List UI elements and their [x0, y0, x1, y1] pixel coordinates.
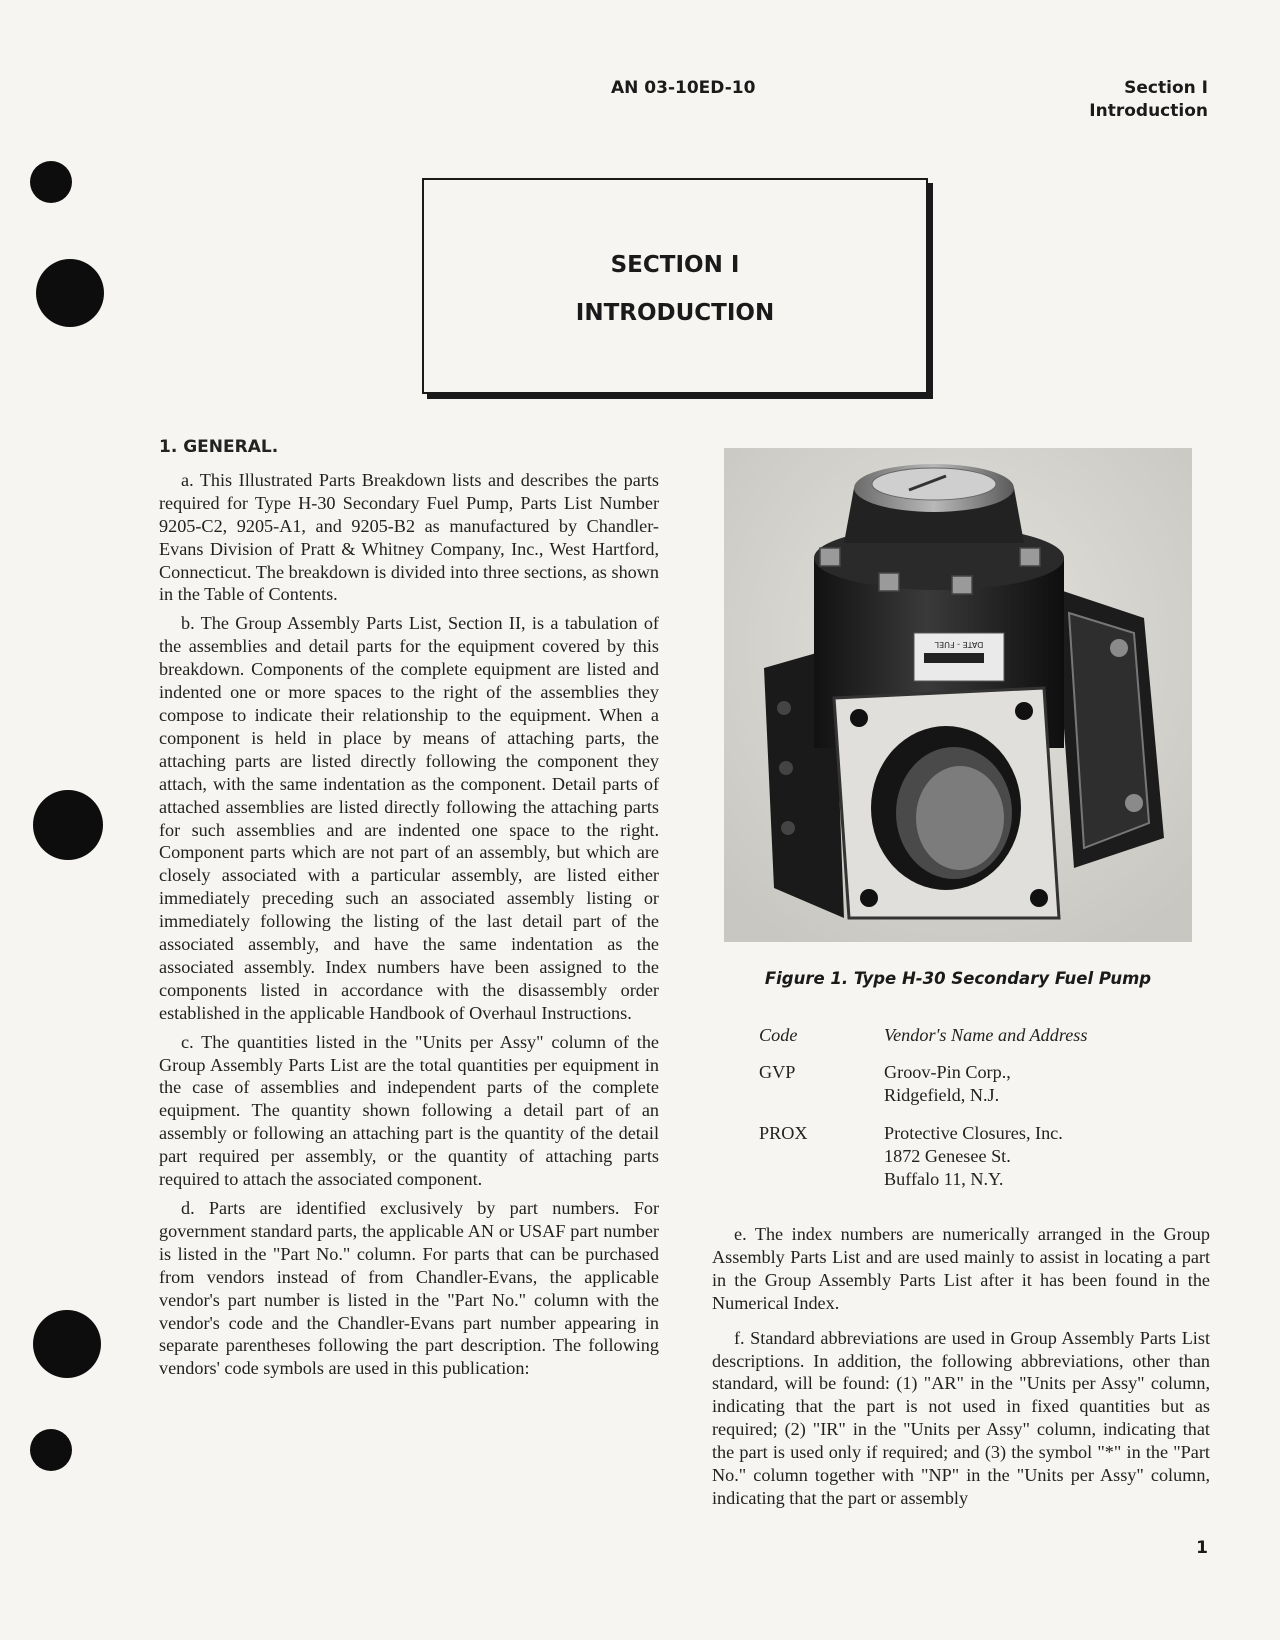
vendor-table-header: [759, 1024, 1204, 1047]
vendor-row: [759, 1122, 1204, 1191]
section-title-box: [422, 178, 928, 394]
vendor-table: [759, 1024, 1204, 1205]
fuel-pump-illustration: [724, 448, 1192, 942]
right-column: [712, 1223, 1210, 1516]
vendor-row: [759, 1061, 1204, 1107]
figure-caption: Figure 1. Type H-30 Secondary Fuel Pump: [764, 969, 1152, 988]
punch-hole-1: [30, 161, 72, 203]
running-header: [1089, 77, 1208, 123]
vendor-code: GVP: [759, 1061, 796, 1082]
paragraph-f: f. Standard abbreviations are used in Group Assembly Parts List descriptions. In addition, the following abbreviations, other than standard, will be found: (1) "AR" in the "Units per Assy" column, indicating that the part is not used in fixed quantities but as required; (2) "IR" in the "Units per Assy" column, indicating that the part is used only if required; and (3) the symbol "*" in the "Part No." column together with "NP" in the "Units per Assy" column, indicating that the part or assembly: [712, 1327, 1210, 1508]
vendor-address: [884, 1061, 1204, 1107]
page-number: 1: [1196, 1538, 1208, 1558]
paragraph-e: e. The index numbers are numerically arranged in the Group Assembly Parts List and are used mainly to assist in locating a part in the Group Assembly Parts List after it has been found in the Numerical Index.: [712, 1224, 1210, 1313]
vendor-header-name: Vendor's Name and Address: [884, 1025, 1088, 1045]
section-number: SECTION I: [610, 252, 740, 278]
section-title: INTRODUCTION: [575, 300, 775, 326]
fuel-pump-photo: [724, 448, 1192, 942]
punch-hole-3: [33, 790, 103, 860]
left-column: [159, 432, 659, 1386]
vendor-address-line: Protective Closures, Inc.: [884, 1122, 1063, 1143]
punch-hole-4: [33, 1310, 101, 1378]
vendor-code: PROX: [759, 1122, 808, 1143]
running-header-section: Section I: [1124, 78, 1208, 98]
punch-hole-5: [30, 1429, 72, 1471]
vendor-address-line: Groov-Pin Corp.,: [884, 1061, 1011, 1082]
vendor-header-code: Code: [759, 1025, 798, 1045]
punch-hole-2: [36, 259, 104, 327]
paragraph-d: d. Parts are identified exclusively by part numbers. For government standard parts, the applicable AN or USAF part number is listed in the "Part No." column. For parts that can be purchased from vendors instead of from Chandler-Evans, the applicable vendor's part number is listed in the "Part No." column with the vendor's code and the Chandler-Evans part number appearing in separate parentheses following the part description. The following vendors' code symbols are used in this publication:: [159, 1198, 659, 1379]
running-header-title: Introduction: [1089, 101, 1208, 121]
vendor-address-line: 1872 Genesee St.: [884, 1145, 1011, 1166]
general-heading: 1. GENERAL.: [159, 437, 279, 457]
vendor-address-line: Ridgefield, N.J.: [884, 1084, 1000, 1105]
vendor-address-line: Buffalo 11, N.Y.: [884, 1168, 1004, 1189]
paragraph-b: b. The Group Assembly Parts List, Section II, is a tabulation of the assemblies and detail parts for the equipment covered by this breakdown. Components of the complete equipment are listed and indented one or more spaces to the right of the assemblies they compose to indicate their relationship to the equipment. When a component is held in place by means of attaching parts, the attaching parts are listed directly following the component they attach, with the same indentation as the component. Detail parts of attached assemblies are listed directly following the attaching parts for such assemblies and are indented one space to the right. Component parts which are not part of an assembly, but which are closely associated with a particular assembly, are listed either immediately preceding such an associated assembly listing or immediately following the listing of the last detail part of the associated assembly, and have the same indentation as the associated assembly. Index numbers have been assigned to the components listed in accordance with the disassembly order established in the applicable Handbook of Overhaul Instructions.: [159, 613, 659, 1023]
nameplate-text: DATE - FUEL: [934, 640, 984, 649]
paragraph-a: a. This Illustrated Parts Breakdown lists and describes the parts required for Type H-30 Secondary Fuel Pump, Parts List Number 9205-C2, 9205-A1, and 9205-B2 as manufactured by Chandler-Evans Division of Pratt & Whitney Company, Inc., West Hartford, Connecticut. The breakdown is divided into three sections, as shown in the Table of Contents.: [159, 469, 659, 605]
publication-number: AN 03-10ED-10: [611, 78, 756, 98]
paragraph-c: c. The quantities listed in the "Units per Assy" column of the Group Assembly Parts List are the total quantities per equipment in the case of assemblies and independent parts of the complete equipment. The quantity shown following a detail part of an assembly or following an attaching part is the quantity of the detail part required per assembly, or the quantity of attaching parts required to attach the associated component.: [159, 1031, 659, 1190]
vendor-address: [884, 1122, 1204, 1191]
